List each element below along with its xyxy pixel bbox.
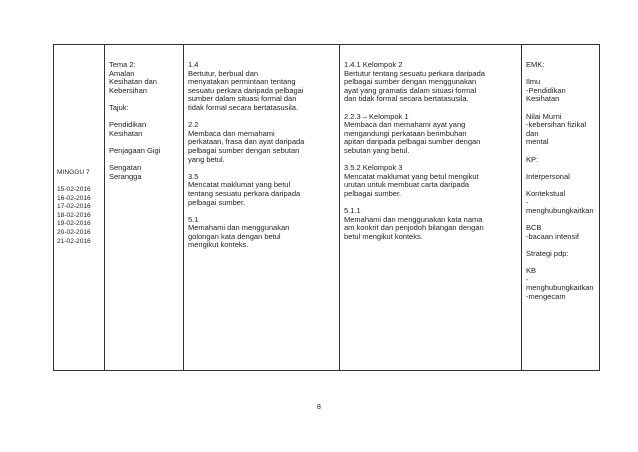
standard-pembelajaran-cell [340,45,522,371]
standard-kandungan-cell [184,45,340,371]
week-date: 18-02-2016 [57,211,91,219]
note-item: Ilmu -Pendidikan Kesihatan [526,77,566,104]
note-item: Kontekstual -menghubungkaitkan [526,188,594,216]
page-number: 8 [317,404,321,411]
standard-item: 1.4 Bertutur, berbual dan menyatakan permintaan tentang sesuatu perkara daripada pelbagai sumber dalam situasi formal dan tidak formal secara bertatasusila. [188,60,304,112]
learning-item: 2.2.3 – Kelompok 1 Membaca dan memahami ayat yang mengandungi perkataan berimbuhan apitan daripada pelbagai sumber dengan sebutan yang betul. [344,111,481,155]
note-heading: EMK: [526,60,545,69]
week-date: 19-02-2016 [57,220,91,228]
theme-cell [105,45,184,371]
note-item: BCB -bacaan intensif [526,223,579,241]
week-date: 20-02-2016 [57,228,91,236]
learning-item: 1.4.1 Kelompok 2 Bertutur tentang sesuatu perkara daripada pelbagai sumber dengan menggunakan ayat yang gramatis dalam situasi formal dan tidak formal secara bertatasusila. [344,60,485,104]
week-date: 16-02-2016 [57,194,91,202]
note-item: Nilai Murni -kebersihan fizikal dan mental [526,111,587,147]
note-item: Interpersonal [526,171,570,181]
standard-item: 2.2 Membaca dan memahami perkataan, frasa dan ayat daripada pelbagai sumber dengan sebutan yang betul. [188,120,305,164]
topic-item: Penjagaan Gigi [109,145,161,155]
note-item: KB -menghubungkaitkan -mengecam [526,266,594,302]
standard-item: 5.1 Memahami dan menggunakan golongan kata dengan betul mengikut konteks. [188,214,290,250]
week-cell [54,45,105,371]
standard-item: 3.5 Mencatat maklumat yang betul tentang sesuatu perkara daripada pelbagai sumber. [188,171,301,207]
table-row [54,45,600,371]
learning-item: 5.1.1 Memahami dan menggunakan kata nama am konkrit dan penjodoh bilangan dengan betul mengikut konteks. [344,206,484,241]
week-date: 17-02-2016 [57,203,91,211]
theme-title: Tema 2: Amalan Kesihatan dan Kebersihan [109,60,157,95]
week-label: MINGGU 7 [57,168,90,176]
topic-item: Sengatan Serangga [109,163,142,181]
lesson-plan-table [53,44,600,371]
topic-item: Pendidikan Kesihatan [109,120,147,138]
note-heading: Strategi pdp: [526,249,569,259]
week-date: 21-02-2016 [57,237,91,245]
note-heading: KP: [526,154,539,164]
week-date: 15-02-2016 [57,186,91,194]
notes-cell [522,45,600,371]
tajuk-label: Tajuk: [109,102,129,112]
learning-item: 3.5.2 Kelompok 3 Mencatat maklumat yang betul mengikut urutan untuk membuat carta daripada pelbagai sumber. [344,163,479,198]
